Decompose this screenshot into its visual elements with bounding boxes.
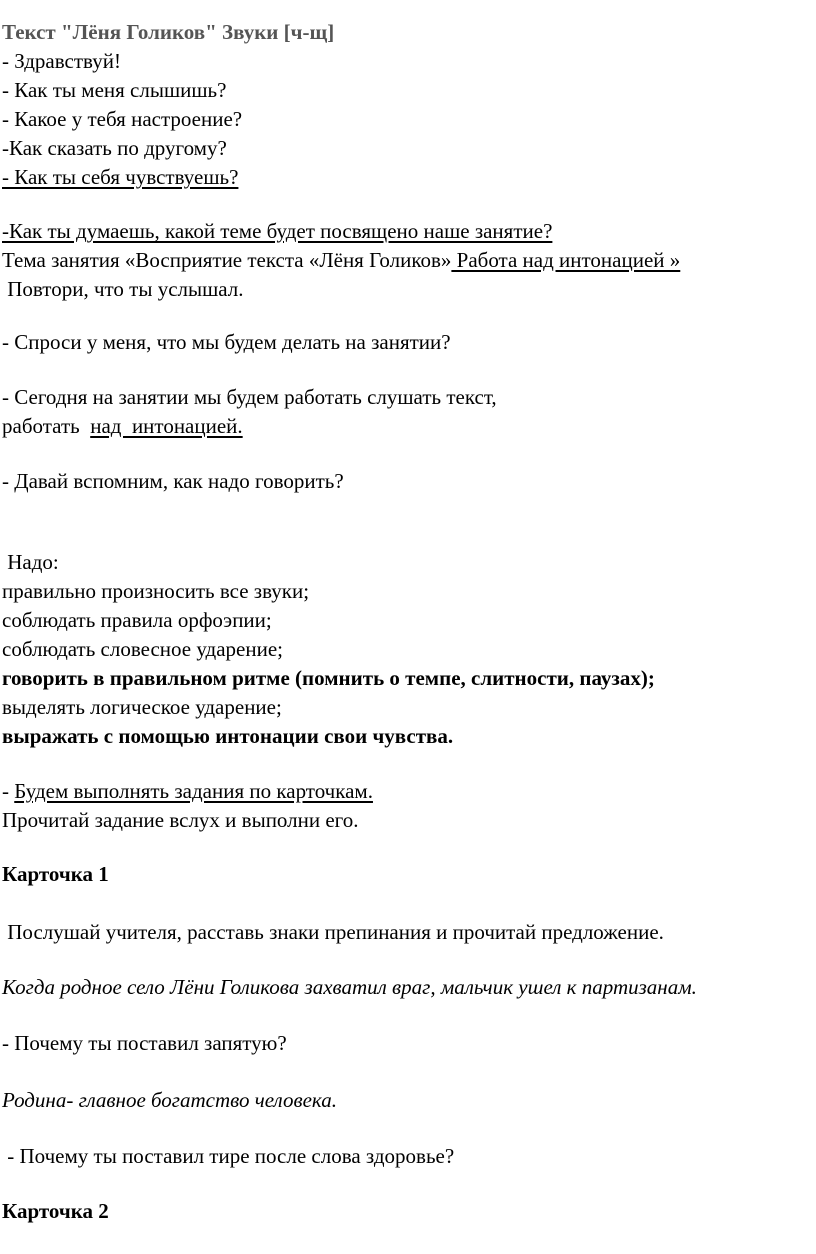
today-line-2 xyxy=(2,412,243,440)
need-item-bold: выражать с помощью интонации свои чувства. xyxy=(2,724,454,748)
card1-title: Карточка 1 xyxy=(2,862,109,886)
topic-question: -Как ты думаешь, какой теме будет посвящено наше занятие? xyxy=(2,219,553,243)
feeling-question: - Как ты себя чувствуешь? xyxy=(2,165,239,189)
remember-line: - Давай вспомним, как надо говорить? xyxy=(2,469,344,493)
today-underlined: над интонацией. xyxy=(90,414,243,438)
rephrase-question: -Как сказать по другому? xyxy=(2,136,227,160)
need-label: Надо: xyxy=(2,550,59,574)
topic-line xyxy=(2,246,680,274)
need-item-bold: говорить в правильном ритме (помнить о темпе, слитности, паузах); xyxy=(2,666,655,690)
need-item: соблюдать словесное ударение; xyxy=(2,637,284,661)
need-item: выделять логическое ударение; xyxy=(2,695,282,719)
ask-line: - Спроси у меня, что мы будем делать на занятии? xyxy=(2,330,451,354)
card1-sentence-1: Когда родное село Лёни Голикова захватил враг, мальчик ушел к партизанам. xyxy=(2,975,697,999)
topic-prefix: Тема занятия «Восприятие текста «Лёня Голиков» xyxy=(2,248,452,272)
need-item: правильно произносить все звуки; xyxy=(2,579,310,603)
mood-question: - Какое у тебя настроение? xyxy=(2,107,243,131)
topic-underlined: Работа над интонацией » xyxy=(451,248,681,272)
cards-intro-underlined: Будем выполнять задания по карточкам. xyxy=(14,779,373,803)
need-item: соблюдать правила орфоэпии; xyxy=(2,608,272,632)
card1-question-1: - Почему ты поставил запятую? xyxy=(2,1031,287,1055)
today-prefix: работать xyxy=(2,414,91,438)
cards-intro-dash: - xyxy=(2,779,15,803)
card1-question-2: - Почему ты поставил тире после слова здоровье? xyxy=(2,1144,455,1168)
card1-task: Послушай учителя, расставь знаки препинания и прочитай предложение. xyxy=(2,920,664,944)
document-title: Текст "Лёня Голиков" Звуки [ч-щ] xyxy=(2,20,335,44)
hearing-question: - Как ты меня слышишь? xyxy=(2,78,227,102)
repeat-line: Повтори, что ты услышал. xyxy=(2,277,244,301)
greeting-line: - Здравствуй! xyxy=(2,49,121,73)
cards-intro-instruction: Прочитай задание вслух и выполни его. xyxy=(2,808,359,832)
today-line-1: - Сегодня на занятии мы будем работать слушать текст, xyxy=(2,385,497,409)
card1-sentence-2: Родина- главное богатство человека. xyxy=(2,1088,337,1112)
cards-intro-line xyxy=(2,777,373,805)
card2-title: Карточка 2 xyxy=(2,1199,109,1223)
